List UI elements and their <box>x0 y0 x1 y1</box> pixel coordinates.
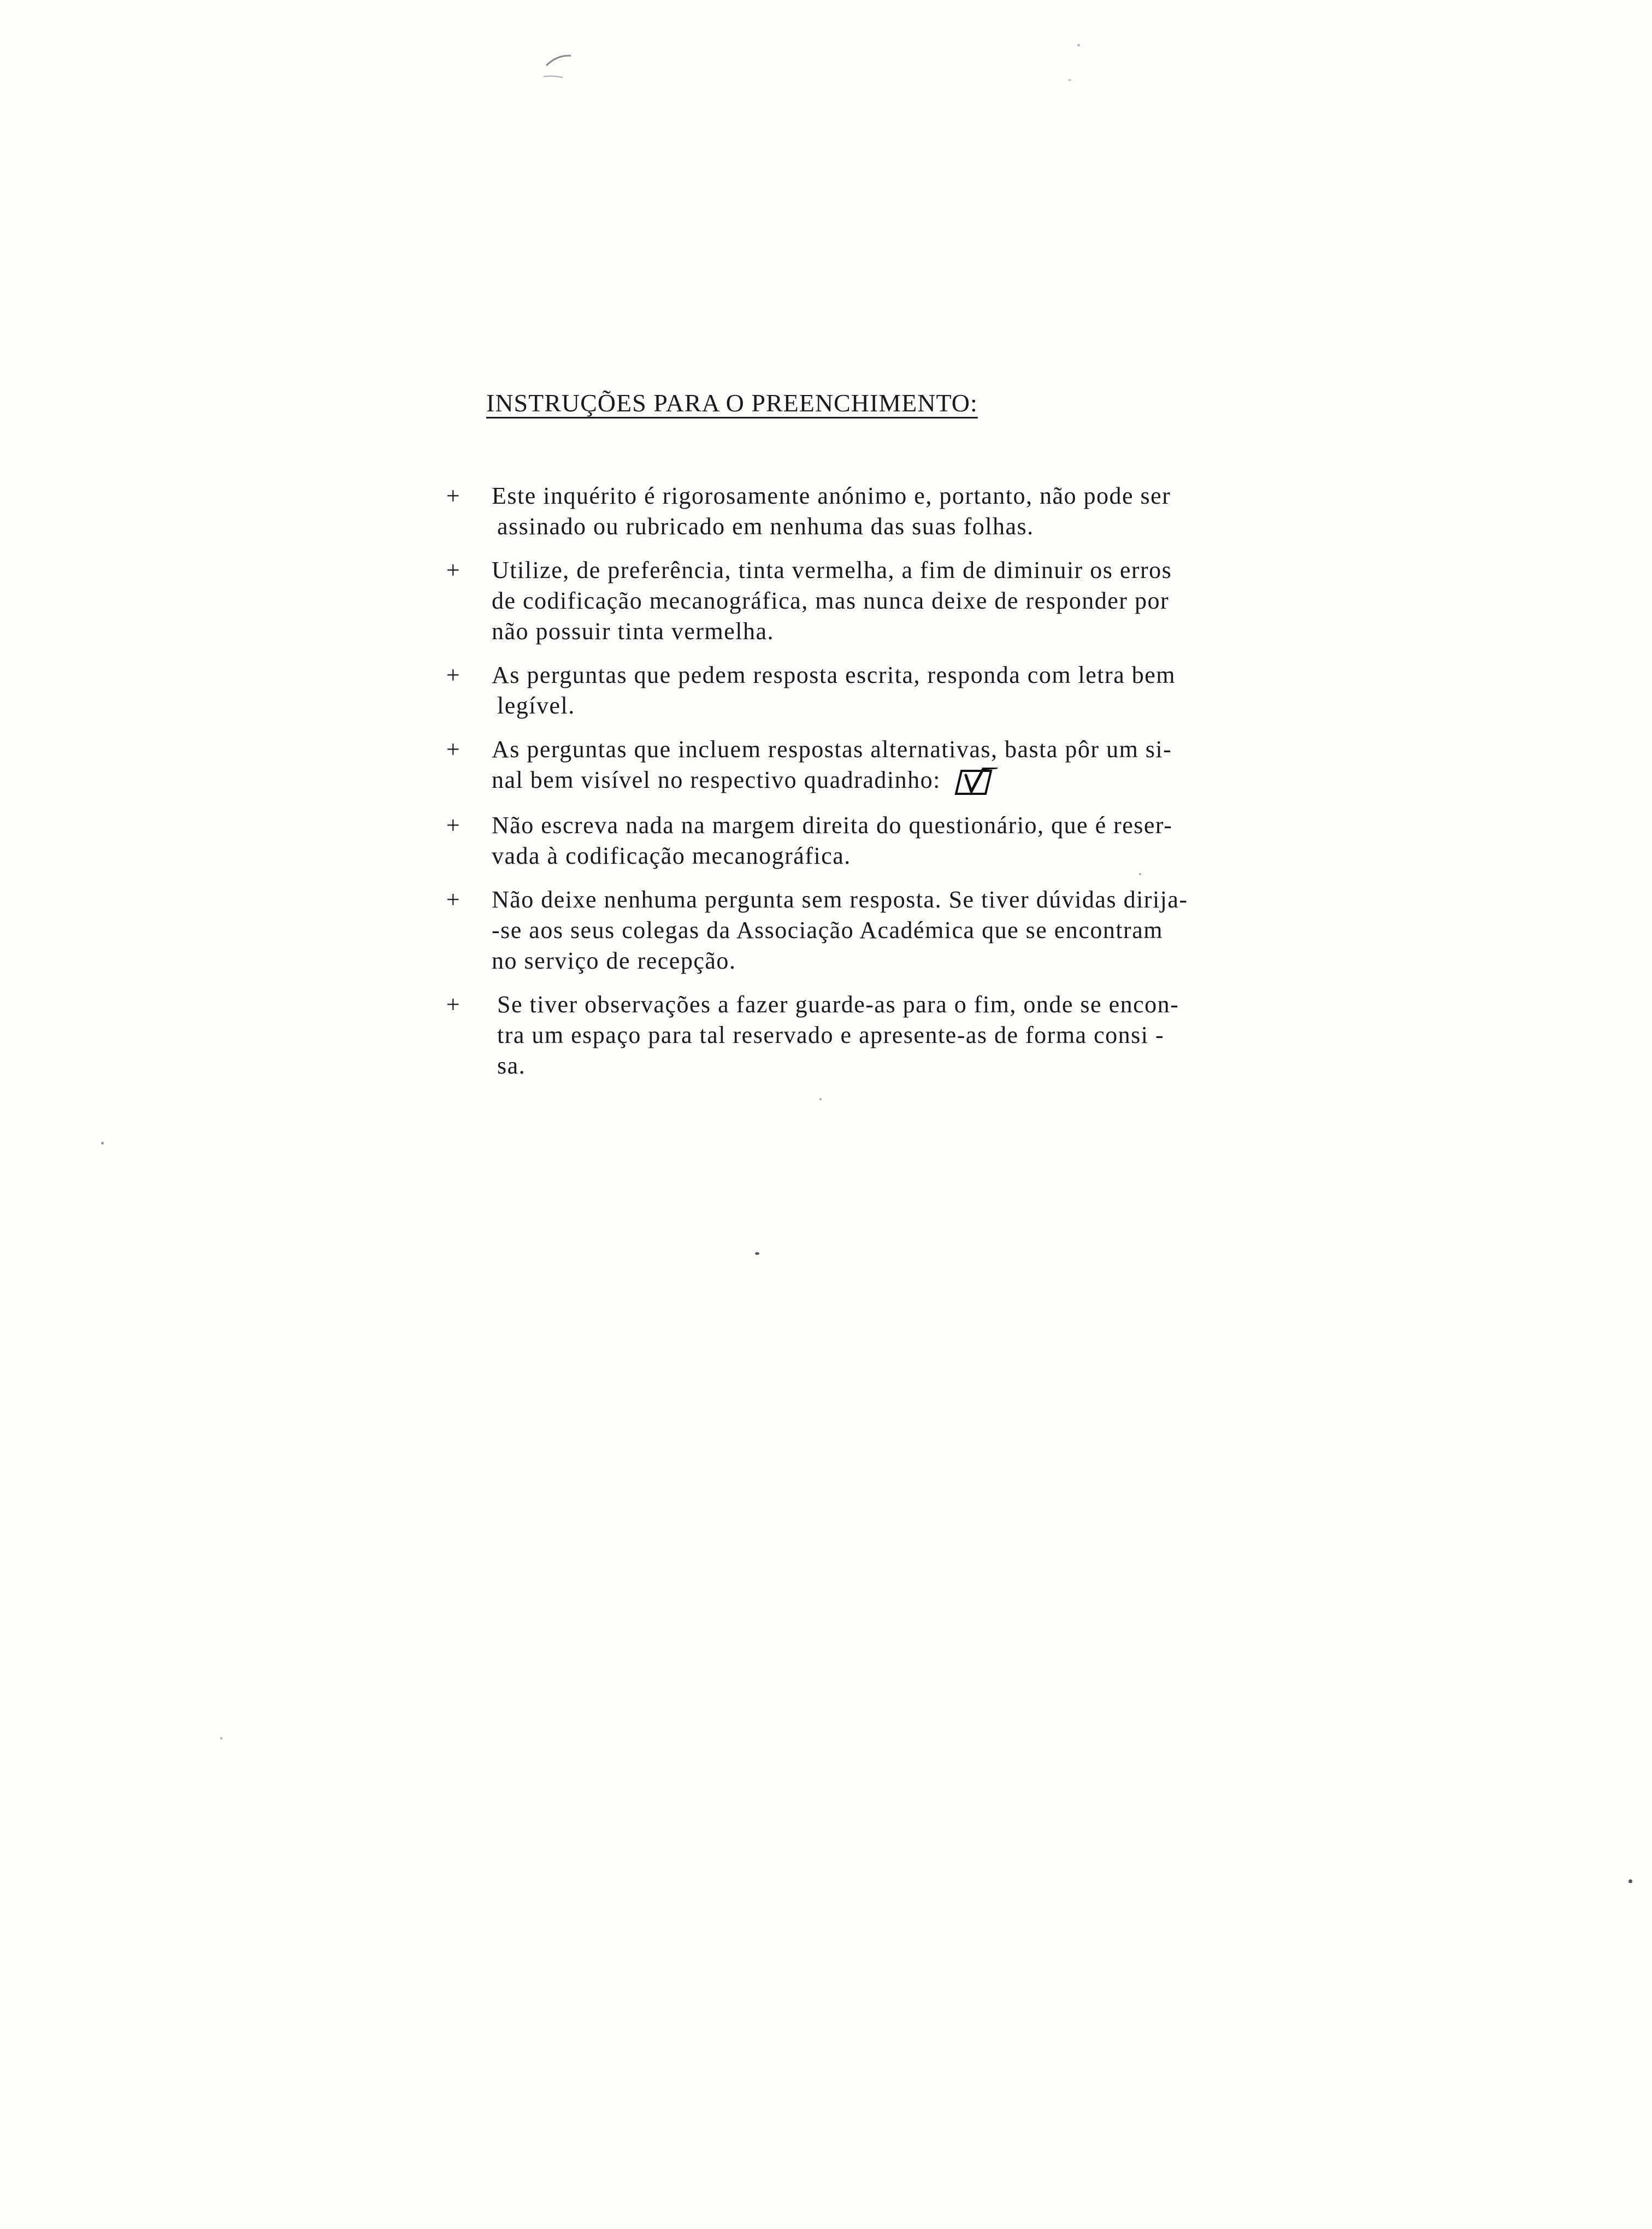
bullet-plus: + <box>446 811 461 839</box>
list-item <box>437 660 1431 721</box>
list-item-line: Não escreva nada na margem direita do questionário, que é reser- <box>492 811 1173 839</box>
list-item <box>437 989 1431 1081</box>
list-item-line: Não deixe nenhuma pergunta sem resposta. Se tiver dúvidas dirija- <box>492 886 1188 913</box>
bullet-plus: + <box>446 736 461 763</box>
scan-speck <box>755 1252 759 1255</box>
instructions-list <box>437 481 1431 1094</box>
scan-speck <box>1629 1879 1632 1883</box>
list-item-line-with-checkbox <box>492 765 1431 797</box>
list-item <box>437 810 1431 871</box>
list-item <box>437 884 1431 976</box>
list-item-line: não possuir tinta vermelha. <box>492 618 775 645</box>
list-item <box>437 481 1431 542</box>
list-item-line: As perguntas que incluem respostas alternativas, basta pôr um si- <box>492 736 1172 763</box>
list-item-line: As perguntas que pedem resposta escrita, responda com letra bem <box>492 662 1176 688</box>
checked-box-icon <box>952 768 998 797</box>
bullet-plus: + <box>446 990 461 1018</box>
list-item-line: assinado ou rubricado em nenhuma das suas folhas. <box>497 513 1034 540</box>
list-item-line: Utilize, de preferência, tinta vermelha, a fim de diminuir os erros <box>492 557 1172 583</box>
bullet-plus: + <box>446 662 461 688</box>
list-item-line: sa. <box>497 1052 526 1079</box>
page-title: INSTRUÇÕES PARA O PREENCHIMENTO: <box>486 388 978 417</box>
list-item-line: vada à codificação mecanográfica. <box>492 842 851 869</box>
list-item-line: -se aos seus colegas da Associação Académica que se encontram <box>492 916 1163 944</box>
list-item <box>437 555 1431 647</box>
list-item-line: Este inquérito é rigorosamente anónimo e, portanto, não pode ser <box>492 482 1171 509</box>
scan-speck <box>1077 44 1080 46</box>
scan-speck <box>819 1098 822 1100</box>
list-item-line: no serviço de recepção. <box>492 947 736 974</box>
list-item <box>437 734 1431 797</box>
bullet-plus: + <box>446 482 461 509</box>
bullet-plus: + <box>446 886 461 913</box>
list-item-line: de codificação mecanográfica, mas nunca deixe de responder por <box>492 587 1170 614</box>
scan-speck <box>220 1737 222 1739</box>
list-item-line: Se tiver observações a fazer guarde-as para o fim, onde se encon- <box>497 990 1179 1018</box>
scan-speck <box>1068 79 1071 81</box>
list-item-line: tra um espaço para tal reservado e apresente-as de forma consi - <box>497 1021 1165 1048</box>
list-item-line: legível. <box>497 692 575 719</box>
list-item-line: nal bem visível no respectivo quadradinho: <box>492 766 941 793</box>
scan-speck <box>101 1142 104 1145</box>
scan-artifact-icon <box>541 49 579 82</box>
bullet-plus: + <box>446 557 461 583</box>
